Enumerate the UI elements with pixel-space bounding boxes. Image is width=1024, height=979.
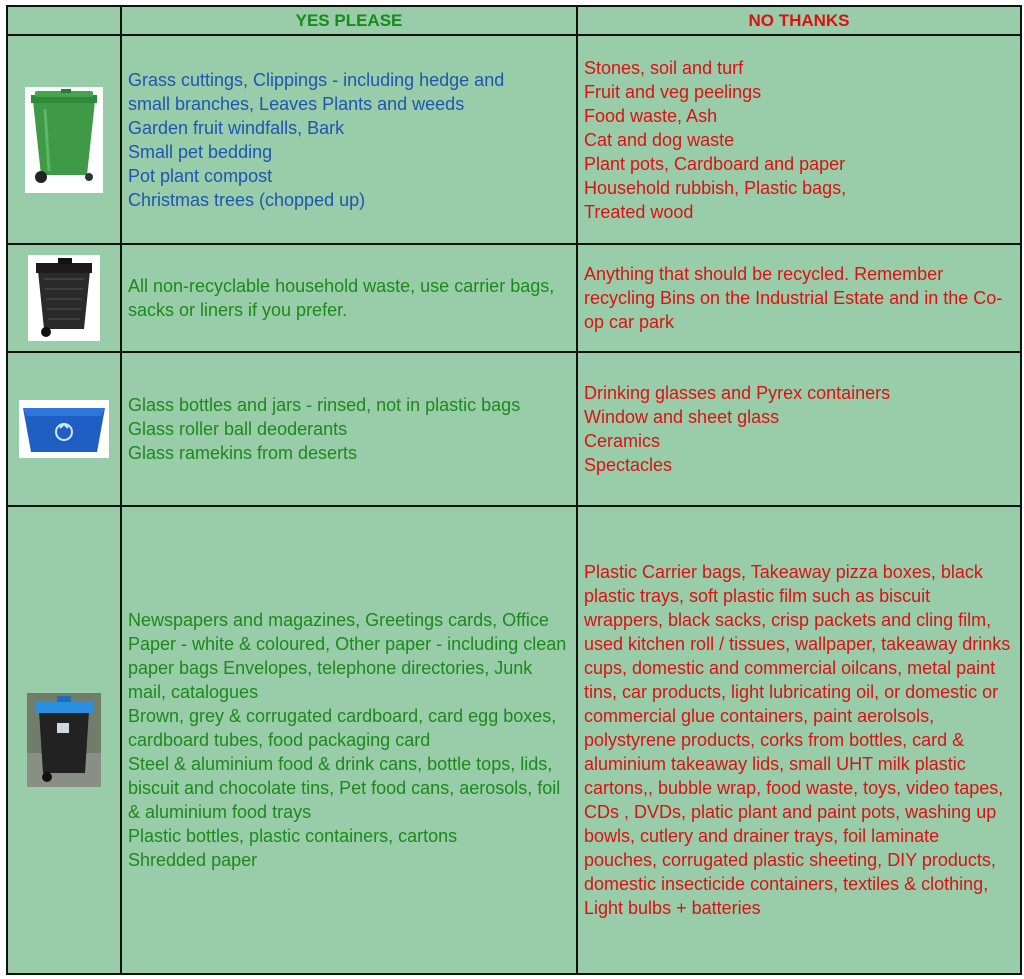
garden-bin-cell — [7, 35, 121, 244]
glass-yes-line: Glass bottles and jars - rinsed, not in plastic bags — [128, 394, 521, 415]
general-waste-row — [7, 244, 1021, 351]
glass-no-cell — [577, 352, 1021, 506]
mixed-yes-item: Newspapers and magazines, Greetings cards, Office Paper - white & coloured, Other paper - including clean paper bags Envelopes, telephone directories, Junk mail, catalogues — [128, 610, 567, 702]
glass-yes-line: Glass roller ball deoderants — [128, 418, 348, 439]
black-wheelie-bin-icon — [28, 255, 100, 341]
garden-no-line: Food waste, Ash — [584, 105, 718, 126]
garden-yes-line: Grass cuttings, Clippings - including hedge and — [128, 69, 505, 90]
glass-no-line: Ceramics — [584, 430, 661, 451]
glass-yes-cell — [121, 352, 577, 506]
garden-no-line: Plant pots, Cardboard and paper — [584, 153, 846, 174]
glass-no-line: Window and sheet glass — [584, 406, 780, 427]
garden-no-line: Household rubbish, Plastic bags, — [584, 177, 847, 198]
mixed-yes-item: Plastic bottles, plastic containers, cartons — [128, 826, 458, 846]
garden-no-line: Treated wood — [584, 201, 694, 222]
yes-please-header: YES PLEASE — [121, 6, 577, 35]
garden-yes-cell — [121, 35, 577, 244]
general-yes-cell: All non-recyclable household waste, use carrier bags, sacks or liners if you prefer. — [121, 244, 577, 351]
garden-no-line: Fruit and veg peelings — [584, 81, 762, 102]
garden-waste-row — [7, 35, 1021, 244]
garden-no-cell — [577, 35, 1021, 244]
header-icon-cell — [7, 6, 121, 35]
garden-yes-line: Christmas trees (chopped up) — [128, 189, 366, 210]
general-no-cell: Anything that should be recycled. Remember recycling Bins on the Industrial Estate and in the Co-op car park — [577, 244, 1021, 351]
garden-no-line: Cat and dog waste — [584, 129, 735, 150]
header-row — [7, 6, 1021, 35]
glass-box-cell — [7, 352, 121, 506]
glass-recycling-row — [7, 352, 1021, 506]
garden-yes-line: Small pet bedding — [128, 141, 273, 162]
mixed-yes-item: Shredded paper — [128, 850, 258, 870]
general-bin-cell — [7, 244, 121, 351]
garden-yes-line: small branches, Leaves Plants and weeds — [128, 93, 465, 114]
glass-yes-line: Glass ramekins from deserts — [128, 442, 358, 463]
garden-no-line: Stones, soil and turf — [584, 57, 744, 78]
mixed-no-cell: Plastic Carrier bags, Takeaway pizza boxes, black plastic trays, soft plastic film such as biscuit wrappers, black sacks, crisp packets and cling film, used kitchen roll / tissues, wallpaper, takeaway drinks cups, domestic and commercial oilcans, metal paint tins, car products, light lubricating oil, or domestic or commercial glue containers, paint aerolsols, polystyrene products, corks from bottles, card & aluminium takeaway lids, small UHT milk plastic cartons,, bubble wrap, food waste, toys, video tapes, CDs , DVDs, platic plant and paint pots, washing up bowls, cutlery and drainer trays, foil laminate pouches, corrugated plastic sheeting, DIY products, domestic insecticide containers, textiles & clothing, Light bulbs + batteries — [577, 506, 1021, 974]
mixed-yes-item: Steel & aluminium food & drink cans, bottle tops, lids, biscuit and chocolate tins, Pet food cans, aerosols, foil & aluminium food trays — [128, 754, 561, 822]
no-thanks-header: NO THANKS — [577, 6, 1021, 35]
blue-lid-wheelie-bin-icon — [27, 693, 101, 787]
garden-yes-line: Pot plant compost — [128, 165, 273, 186]
recycling-bin-cell — [7, 506, 121, 974]
mixed-yes-item: Brown, grey & corrugated cardboard, card egg boxes, cardboard tubes, food packaging card — [128, 706, 557, 750]
glass-no-line: Spectacles — [584, 454, 673, 475]
bin-guide-table — [6, 5, 1022, 975]
mixed-yes-cell — [121, 506, 577, 974]
green-wheelie-bin-icon — [25, 87, 103, 193]
mixed-recycling-row — [7, 506, 1021, 974]
garden-yes-line: Garden fruit windfalls, Bark — [128, 117, 345, 138]
blue-recycling-box-icon — [19, 400, 109, 458]
glass-no-line: Drinking glasses and Pyrex containers — [584, 382, 891, 403]
